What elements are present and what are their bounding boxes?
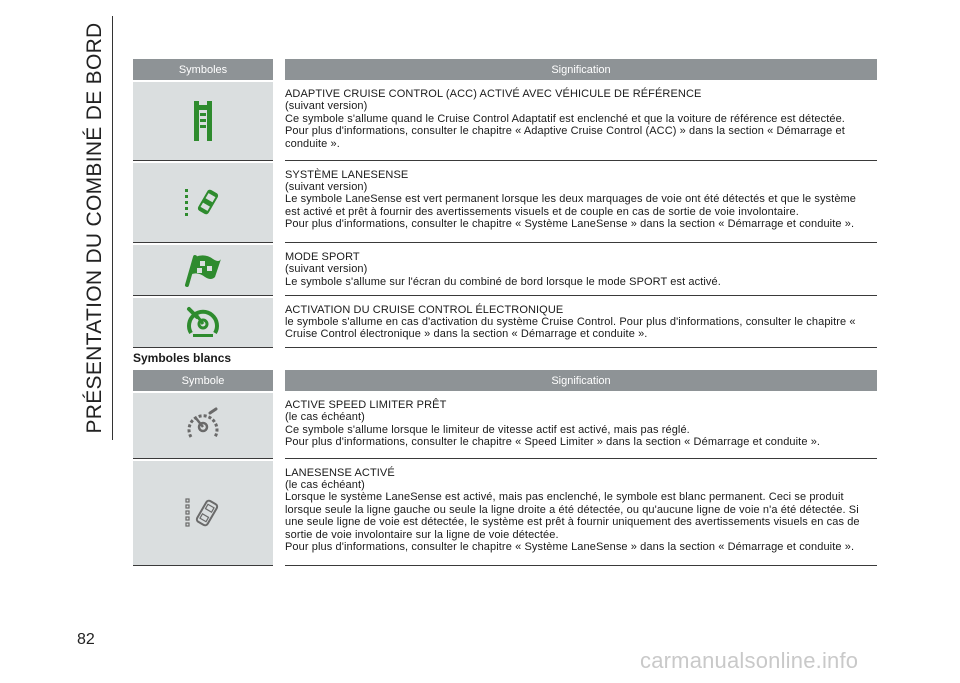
watermark: carmanualsonline.info [640, 648, 859, 673]
row-description: ACTIVATION DU CRUISE CONTROL ÉLECTRONIQUE le symbole s'allume en cas d'activation du système Cruise Control. Pour plus d'informations, consulter le chapitre « Cruise Control électronique » dans la section « Démarrage et conduite ». [285, 298, 877, 348]
col-header-meaning: Signification [285, 59, 877, 80]
acc-vehicle-detected-icon [133, 82, 273, 160]
col-header-symbols: Symboles [133, 59, 273, 80]
side-section-title [82, 16, 108, 440]
row-description: LANESENSE ACTIVÉ (le cas échéant) Lorsque le système LaneSense est activé, mais pas enclenché, le symbole est blanc permanent. Ceci se produit lorsque seule la ligne gauche ou seule la ligne droite a été détectée, ou qu'aucune ligne de voie n'a été détectée. Si une seule ligne de voie est détectée, le système est prêt à fournir uniquement des avertissements visuels en cas de sortie de voie involontaire sur la ligne de voie détectée. Pour plus d'informations, consulter le chapitre « Système LaneSense » dans la section « Démarrage et conduite ». [285, 461, 877, 566]
col-header-meaning: Signification [285, 370, 877, 391]
section-label: Symboles blancs [133, 351, 232, 365]
symbols-table-white [133, 370, 877, 566]
side-rule [112, 16, 113, 440]
col-header-symbol: Symbole [133, 370, 273, 391]
row-description: ADAPTIVE CRUISE CONTROL (ACC) ACTIVÉ AVEC VÉHICULE DE RÉFÉRENCE (suivant version) Ce symbole s'allume quand le Cruise Control Adaptatif est enclenché et que la voiture de référence est détectée. Pour plus d'informations, consulter le chapitre « Adaptive Cruise Control (ACC) » dans la section « Démarrage et conduite ». [285, 82, 877, 160]
lanesense-white-icon [133, 461, 273, 566]
table-row [133, 298, 877, 348]
table-row [133, 245, 877, 295]
table-row [133, 163, 877, 243]
side-title-text: PRÉSENTATION DU COMBINÉ DE BORD [83, 22, 106, 434]
symbols-table-green [133, 59, 877, 348]
row-description: SYSTÈME LANESENSE (suivant version) Le symbole LaneSense est vert permanent lorsque les deux marquages de voie ont été détectés et que le système est activé et prêt à fournir des avertissements visuels et de couple en cas de sortie de voie involontaire. Pour plus d'informations, consulter le chapitre « Système LaneSense » dans la section « Démarrage et conduite ». [285, 163, 877, 243]
table-row [133, 461, 877, 566]
row-description: ACTIVE SPEED LIMITER PRÊT (le cas échéant) Ce symbole s'allume lorsque le limiteur de vitesse actif est activé, mais pas réglé. Pour plus d'informations, consulter le chapitre « Speed Limiter » dans la section « Démarrage et conduite ». [285, 393, 877, 458]
cruise-control-icon [133, 298, 273, 348]
speed-limiter-icon [133, 393, 273, 458]
table-row [133, 82, 877, 160]
row-description: MODE SPORT (suivant version) Le symbole s'allume sur l'écran du combiné de bord lorsque le mode SPORT est activé. [285, 245, 877, 295]
sport-flag-icon [133, 245, 273, 295]
lanesense-green-icon [133, 163, 273, 243]
table-row [133, 393, 877, 458]
page-number: 82 [77, 631, 95, 648]
